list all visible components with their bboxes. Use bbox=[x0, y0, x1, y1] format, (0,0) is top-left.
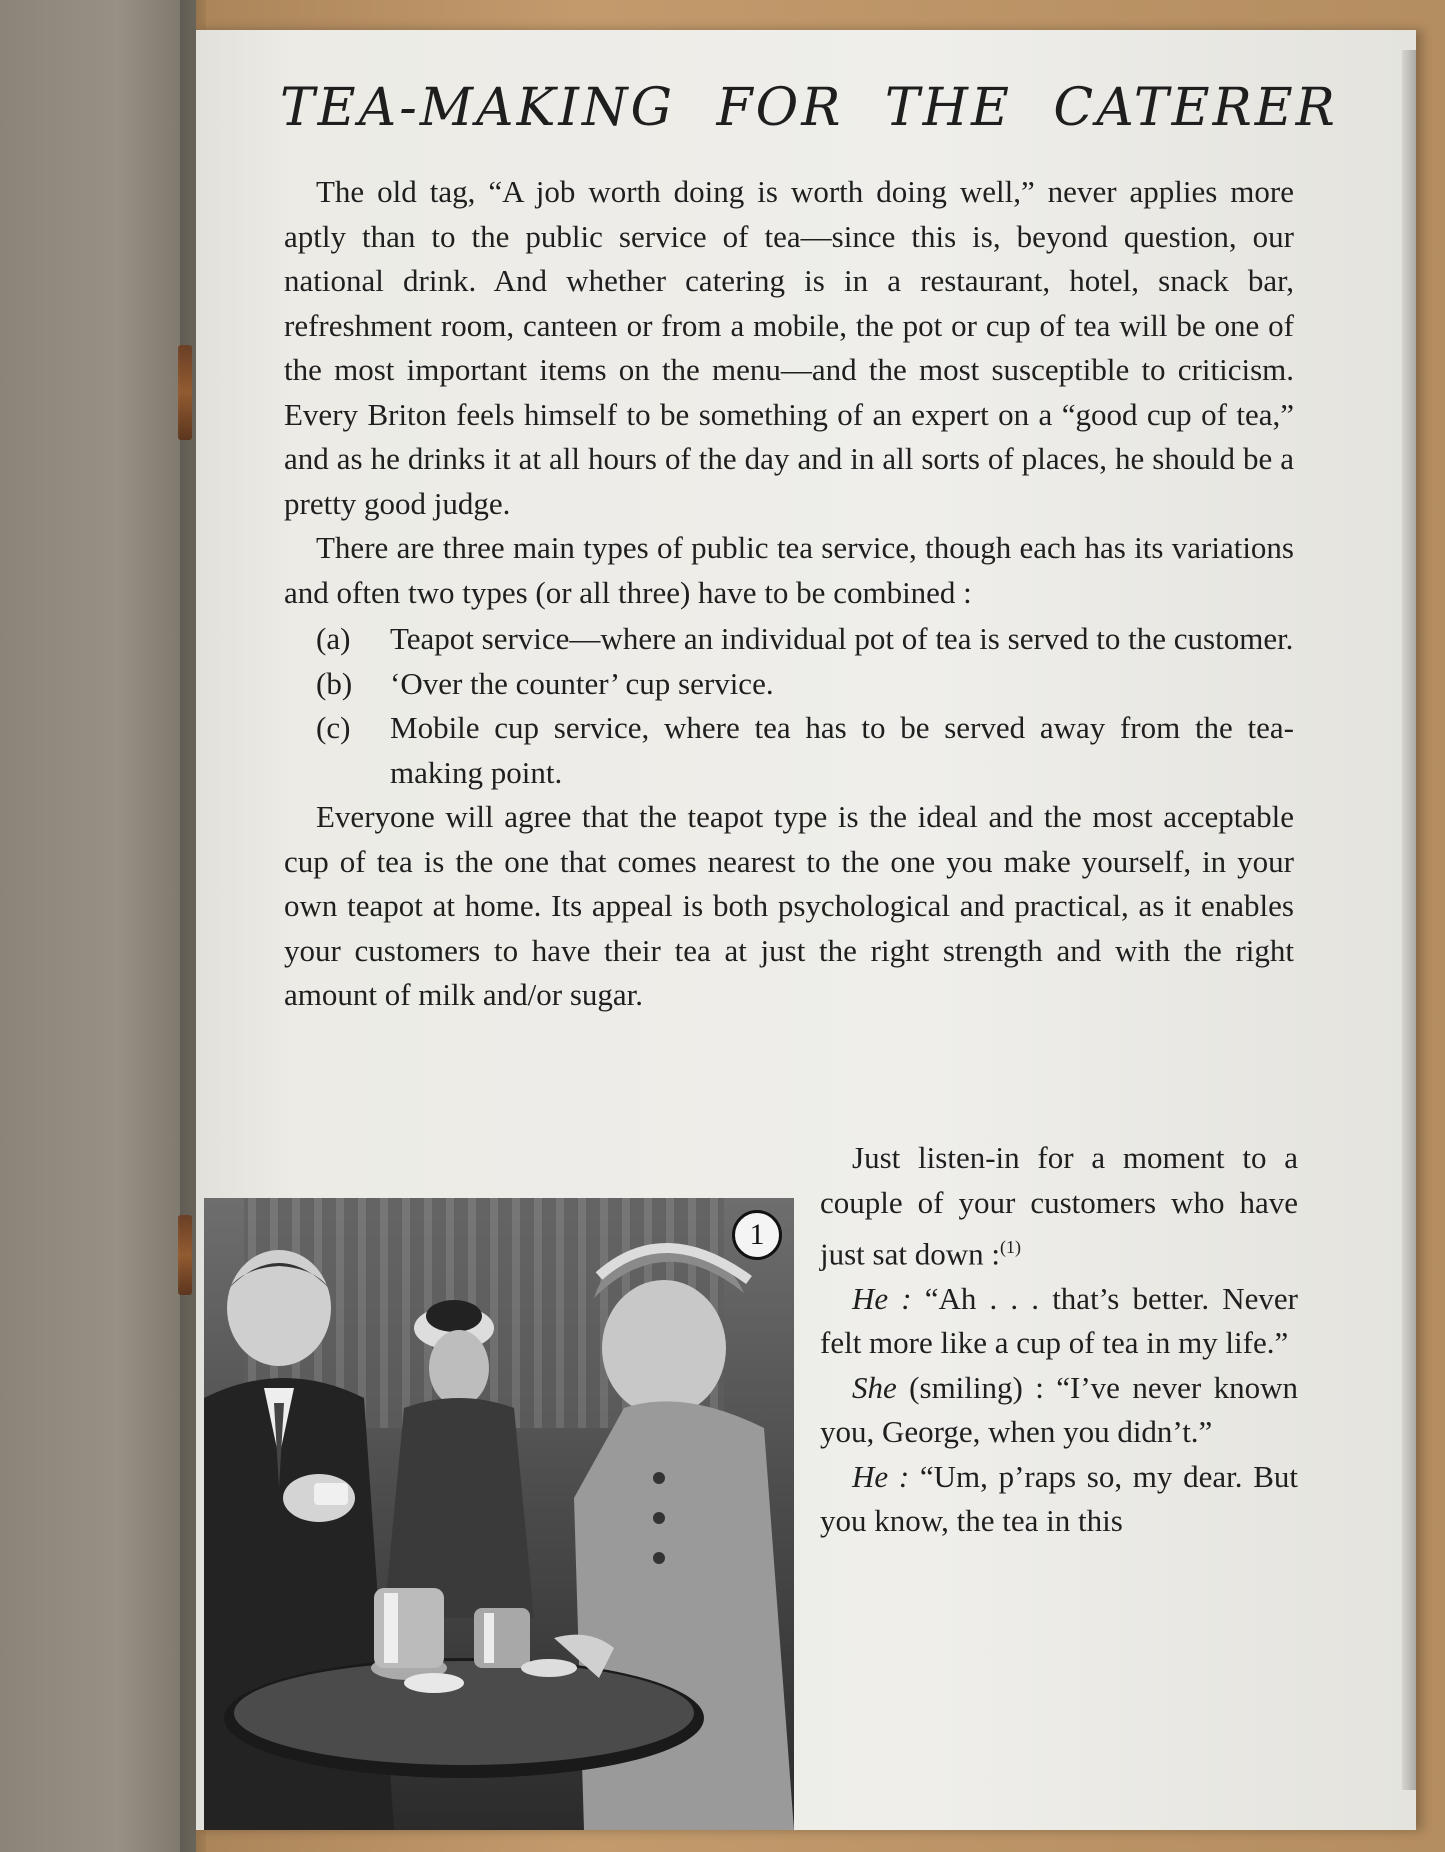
cafe-photo bbox=[204, 1198, 794, 1830]
speaker-label: She bbox=[852, 1369, 897, 1405]
side-text bbox=[820, 1136, 1298, 1544]
dialogue-text: “Um, p’raps so, my dear. But you know, the tea in this bbox=[820, 1458, 1298, 1539]
service-type-list bbox=[316, 617, 1294, 795]
list-text: Mobile cup service, where tea has to be served away from the tea-making point. bbox=[390, 710, 1294, 790]
list-marker: (b) bbox=[316, 665, 353, 701]
page-title: TEA-MAKING FOR THE CATERER bbox=[280, 78, 1338, 138]
footnote-ref: (1) bbox=[999, 1237, 1021, 1257]
speaker-label: He : bbox=[852, 1280, 912, 1316]
list-text: ‘Over the counter’ cup service. bbox=[390, 665, 774, 701]
dialogue-line bbox=[820, 1455, 1298, 1544]
paragraph-teapot: Everyone will agree that the teapot type is the ideal and the most acceptable cup of tea is the one that comes nearest to the one you make yourself, in your own teapot at home. Its appeal is both psychological and practical, as it enables your customers to have their tea at just the right strength and with the right amount of milk and/or sugar. bbox=[284, 799, 1294, 1012]
photo-number-badge: 1 bbox=[732, 1210, 782, 1260]
list-marker: (c) bbox=[316, 710, 351, 745]
book-page bbox=[196, 30, 1416, 1830]
list-item bbox=[316, 662, 1294, 707]
main-text bbox=[284, 170, 1294, 1018]
dialogue-text: “Ah . . . that’s better. Never felt more like a cup of tea in my life.” bbox=[820, 1280, 1298, 1361]
dialogue-text: (smiling) : “I’ve never known you, George, when you didn’t.” bbox=[820, 1369, 1298, 1450]
staple-top bbox=[178, 345, 192, 440]
paragraph-intro: The old tag, “A job worth doing is worth doing well,” never applies more aptly than to the public service of tea—since this is, beyond question, our national drink. And whether catering is in a restaurant, hotel, snack bar, refreshment room, canteen or from a mobile, the pot or cup of tea will be one of the most important items on the menu—and the most susceptible to criticism. Every Briton feels himself to be something of an expert on a “good cup of tea,” and as he drinks it at all hours of the day and in all sorts of places, he should be a pretty good judge. bbox=[284, 174, 1294, 521]
page-edge bbox=[1402, 50, 1416, 1790]
staple-bottom bbox=[178, 1215, 192, 1295]
photo-illustration bbox=[204, 1198, 794, 1830]
list-item bbox=[316, 617, 1294, 662]
dialogue-line bbox=[820, 1277, 1298, 1366]
dialogue-line bbox=[820, 1366, 1298, 1455]
facing-page bbox=[0, 0, 196, 1852]
speaker-label: He : bbox=[852, 1458, 910, 1494]
list-text: Teapot service—where an individual pot of tea is served to the customer. bbox=[390, 621, 1294, 656]
side-intro-text: Just listen-in for a moment to a couple of your customers who have just sat down : bbox=[820, 1140, 1298, 1272]
list-marker: (a) bbox=[316, 621, 351, 656]
list-item bbox=[316, 706, 1294, 795]
side-intro bbox=[820, 1136, 1298, 1277]
paragraph-types: There are three main types of public tea service, though each has its variations and often two types (or all three) have to be combined : bbox=[284, 530, 1294, 610]
